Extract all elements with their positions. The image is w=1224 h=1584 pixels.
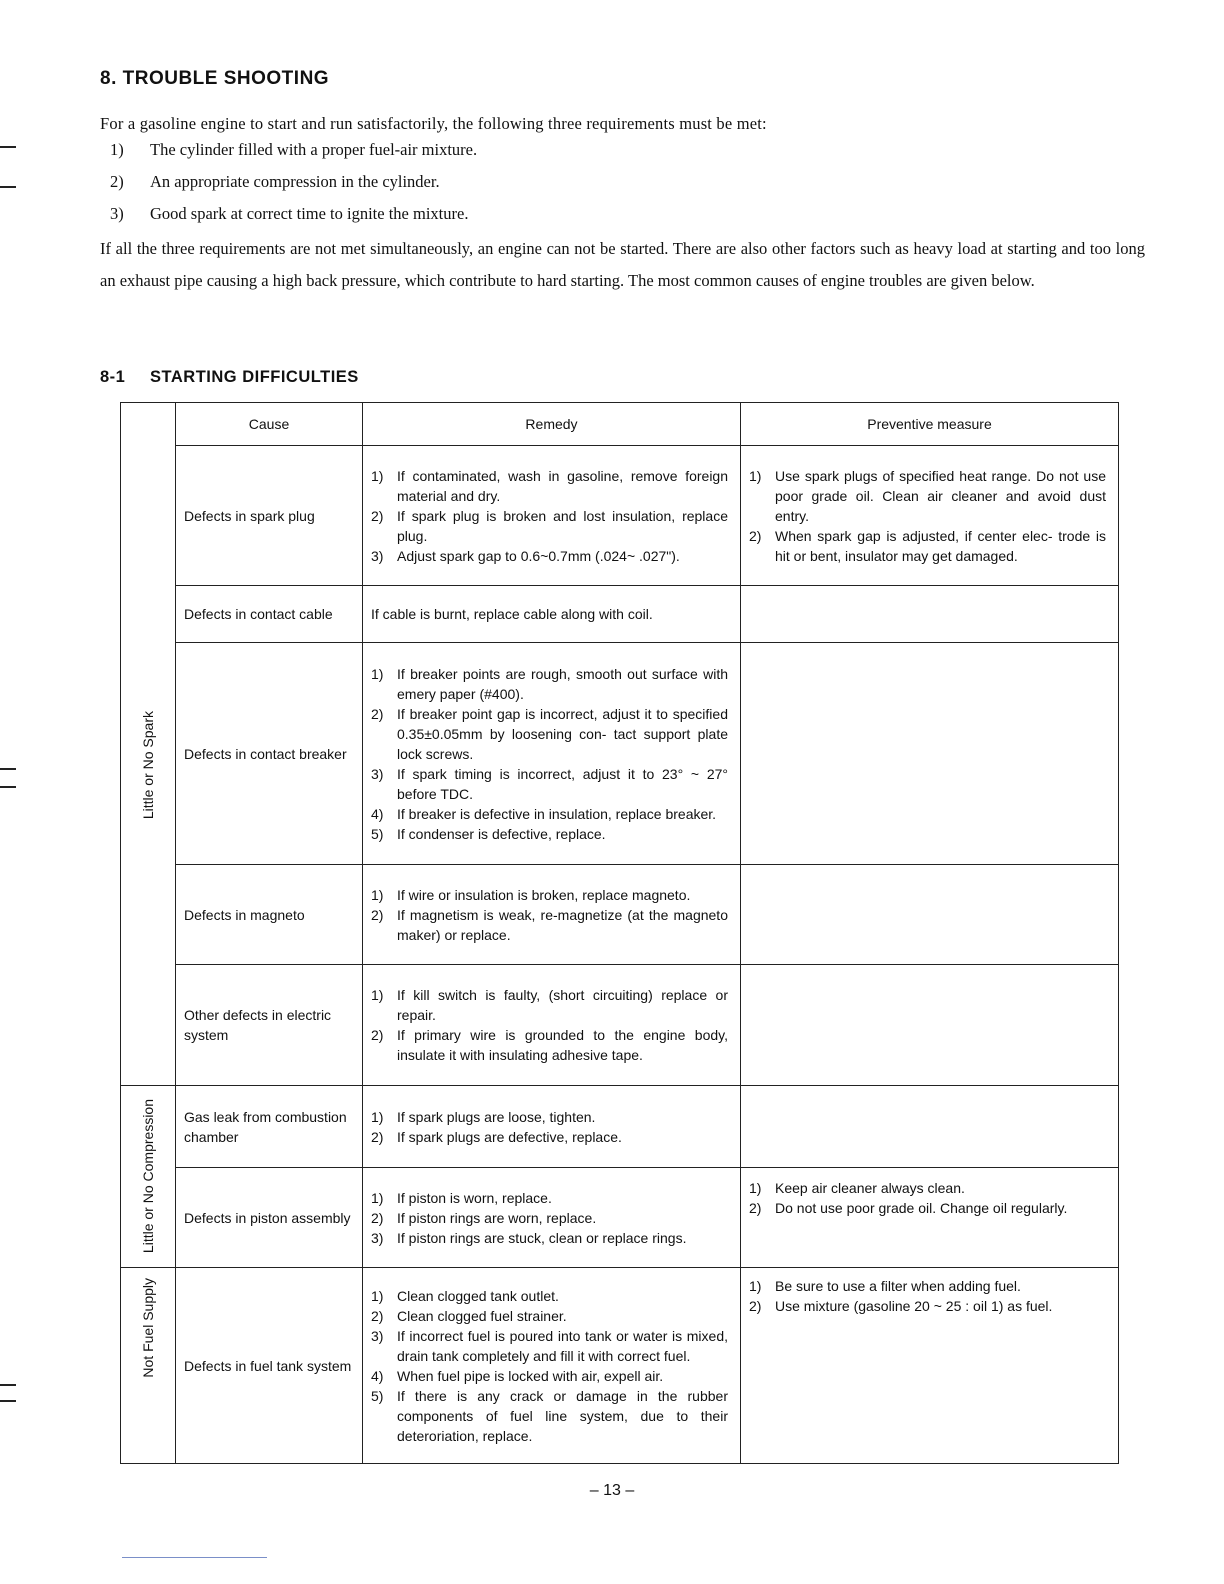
cause-cell: Gas leak from combustion chamber: [176, 1086, 363, 1168]
page-title: 8. TROUBLE SHOOTING: [100, 68, 330, 89]
cause-cell: Defects in contact breaker: [176, 643, 363, 865]
table-header-row: [121, 403, 1119, 446]
cause-cell: Defects in magneto: [176, 865, 363, 965]
remedy-cell: 1) If wire or insulation is broken, replace magneto. 2) If magnetism is weak, re-magnetize (at the magneto maker) or replace.: [363, 865, 741, 965]
requirement-2: 2) An appropriate compression in the cylinder.: [110, 172, 440, 191]
preventive-cell: [741, 865, 1119, 965]
remedy-cell: 1) Clean clogged tank outlet. 2) Clean clogged fuel strainer. 3) If incorrect fuel is poured into tank or water is mixed, drain tank completely and fill it with correct fuel. 4) When fuel pipe is locked with air, expell air. 5) If there is any crack or damage in the rubber components of fuel line system, due to their deteroriation, replace.: [363, 1268, 741, 1464]
requirement-3: 3) Good spark at correct time to ignite the mixture.: [110, 204, 469, 223]
table-row: [121, 643, 1119, 865]
header-preventive: Preventive measure: [741, 403, 1119, 446]
group-compression: Little or No Compression: [121, 1086, 176, 1268]
remedy-cell: 1) If piston is worn, replace. 2) If piston rings are worn, replace. 3) If piston rings are stuck, clean or replace rings.: [363, 1168, 741, 1268]
requirement-1: 1) The cylinder filled with a proper fuel-air mixture.: [110, 140, 478, 159]
margin-mark: [0, 146, 16, 148]
trouble-table: [120, 402, 1119, 1464]
remedy-cell: 1) If contaminated, wash in gasoline, remove foreign material and dry. 2) If spark plug is broken and lost insulation, replace plug. 3) Adjust spark gap to 0.6~0.7mm (.024~ .027").: [363, 446, 741, 586]
cause-cell: Other defects in electric system: [176, 965, 363, 1086]
table-row: [121, 965, 1119, 1086]
cause-cell: Defects in piston assembly: [176, 1168, 363, 1268]
preventive-cell: [741, 965, 1119, 1086]
table-row: [121, 1168, 1119, 1268]
intro-text: For a gasoline engine to start and run satisfactorily, the following three requirements must be met:: [100, 114, 767, 133]
intro-paragraph: If all the three requirements are not met simultaneously, an engine can not be started. There are also other factors such as heavy load at starting and too long an exhaust pipe causing a high back pressure, which contribute to hard starting. The most common causes of engine troubles are given below.: [100, 239, 1145, 290]
table-row: [121, 865, 1119, 965]
preventive-cell: [741, 643, 1119, 865]
group-spark: Little or No Spark: [121, 446, 176, 1086]
remedy-cell: 1) If kill switch is faulty, (short circuiting) replace or repair. 2) If primary wire is grounded to the engine body, insulate it with insulating adhesive tape.: [363, 965, 741, 1086]
header-remedy: Remedy: [363, 403, 741, 446]
cause-cell: Defects in spark plug: [176, 446, 363, 586]
preventive-cell: 1) Keep air cleaner always clean. 2) Do not use poor grade oil. Change oil regularly.: [741, 1168, 1119, 1268]
footnote-rule: [122, 1557, 267, 1558]
table-row: [121, 586, 1119, 643]
section-heading: 8-1 STARTING DIFFICULTIES: [100, 368, 359, 386]
remedy-cell: 1) If spark plugs are loose, tighten. 2) If spark plugs are defective, replace.: [363, 1086, 741, 1168]
table-row: [121, 446, 1119, 586]
group-header-blank: [121, 403, 176, 446]
preventive-cell: 1) Use spark plugs of specified heat range. Do not use poor grade oil. Clean air cleaner and avoid dust entry. 2) When spark gap is adjusted, if center elec- trode is hit or bent, insulator may get damaged.: [741, 446, 1119, 586]
margin-mark: [0, 768, 16, 770]
header-cause: Cause: [176, 403, 363, 446]
margin-mark: [0, 1384, 16, 1386]
table-row: [121, 1268, 1119, 1464]
remedy-cell: 1) If breaker points are rough, smooth out surface with emery paper (#400). 2) If breaker point gap is incorrect, adjust it to specified 0.35±0.05mm by loosening con- tact support plate lock screws. 3) If spark timing is incorrect, adjust it to 23° ~ 27° before TDC. 4) If breaker is defective in insulation, replace breaker. 5) If condenser is defective, replace.: [363, 643, 741, 865]
preventive-cell: [741, 1086, 1119, 1168]
preventive-cell: 1) Be sure to use a filter when adding fuel. 2) Use mixture (gasoline 20 ~ 25 : oil 1) as fuel.: [741, 1268, 1119, 1464]
margin-mark: [0, 186, 16, 188]
margin-mark: [0, 1400, 16, 1402]
page-number: – 13 –: [589, 1482, 635, 1499]
group-fuel: Not Fuel Supply: [121, 1268, 176, 1464]
table-row: [121, 1086, 1119, 1168]
remedy-cell: If cable is burnt, replace cable along with coil.: [363, 586, 741, 643]
cause-cell: Defects in contact cable: [176, 586, 363, 643]
cause-cell: Defects in fuel tank system: [176, 1268, 363, 1464]
margin-mark: [0, 786, 16, 788]
preventive-cell: [741, 586, 1119, 643]
